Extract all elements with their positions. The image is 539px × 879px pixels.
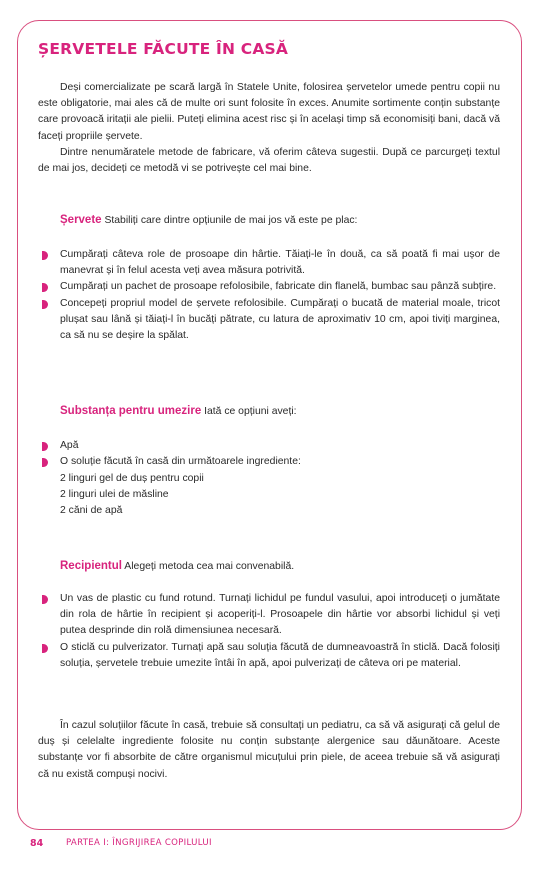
section-recipientul-keyword: Recipientul (60, 560, 122, 572)
list-item (38, 247, 500, 279)
list-item-text: Concepeți propriul model de șervete refolosibile. Cumpărați o bucată de material moale, tricot plușat sau lână și tăiați-l în bucăți pătrate, cu latura de aproximativ 10 cm, apoi tiviți marginea, ca să nu se deșire la spălat. (60, 297, 500, 342)
page-title: ȘERVETELE FĂCUTE ÎN CASĂ (38, 40, 289, 58)
bullet-icon (42, 644, 48, 653)
list-item (38, 438, 500, 454)
list-item (38, 591, 500, 640)
ingredient-item: 2 linguri gel de duș pentru copii (60, 473, 204, 484)
section-substanta-lead: Iată ce opțiuni aveți: (201, 406, 297, 417)
ingredients-list (60, 471, 204, 519)
list-item (38, 279, 500, 295)
list-item (38, 454, 500, 470)
bullet-icon (42, 251, 48, 260)
section-substanta-keyword: Substanța pentru umezire (60, 405, 202, 417)
closing-paragraph: În cazul soluțiilor făcute în casă, trebuie să consultați un pediatru, ca să vă asigurați că gelul de duș și celelalte ingrediente folosite nu conțin substanțe alergenice sau dăunătoare. Aceste substanțe vor fi absorbite de către organismul micuțului prin piele, de aceea trebuie să vă asigurați că nu există compuși nocivi. (38, 720, 500, 780)
section-substanta-heading (60, 403, 297, 420)
bullet-icon (42, 595, 48, 604)
bullet-icon (42, 442, 48, 451)
substanta-list (38, 438, 500, 470)
intro-paragraph-2: Dintre nenumăratele metode de fabricare, vă oferim câteva sugestii. După ce parcurgeți textul de mai jos, decideți ce metodă vi se potrivește cel mai bine. (38, 147, 500, 175)
section-recipientul-lead: Alegeți metoda cea mai convenabilă. (121, 561, 295, 572)
section-servete-keyword: Șervete (60, 214, 102, 226)
intro-paragraph-1: Deși comercializate pe scară largă în Statele Unite, folosirea șervetelor umede pentru copii nu este obligatorie, mai ales că de multe ori sunt folosite în exces. Anumite sortimente conțin substanțe care provoacă iritații ale pielii. Puteți elimina acest risc și în același timp să economisiți bani, dacă vă faceți propriile șervete. (38, 82, 500, 142)
list-item-text: Cumpărați un pachet de prosoape refolosibile, fabricate din flanelă, bumbac sau pânză subțire. (60, 281, 497, 293)
section-servete-heading (60, 212, 357, 229)
list-item (38, 640, 500, 672)
list-item-text: Cumpărați câteva role de prosoape din hârtie. Tăiați-le în două, ca să poată fi mai ușor de manevrat și în felul acesta veți avea măsura potrivită. (60, 249, 500, 277)
list-item-text: O sticlă cu pulverizator. Turnați apă sau soluția făcută de dumneavoastră în sticlă. Dacă folosiți soluția, șervetele trebuie umezite întâi în apă, apoi pulverizați de câteva ori pe material. (60, 641, 500, 669)
section-recipientul-heading (60, 558, 294, 575)
list-item-text: Un vas de plastic cu fund rotund. Turnați lichidul pe fundul vasului, apoi introduceți o jumătate din rola de hârtie în recipient și acoperiți-l. Prosoapele din hârtie vor absorbi lichidul și veți putea desprinde din rolă dimensiunea necesară. (60, 593, 500, 637)
page-number: 84 (30, 838, 44, 849)
recipientul-list (38, 591, 500, 672)
list-item-text: O soluție făcută în casă din următoarele ingrediente: (60, 456, 301, 468)
section-servete-lead: Stabiliți care dintre opțiunile de mai jos vă este pe plac: (101, 215, 358, 226)
list-item-text: Apă (60, 440, 79, 451)
list-item (38, 296, 500, 345)
ingredient-item: 2 căni de apă (60, 505, 123, 516)
bullet-icon (42, 458, 48, 467)
bullet-icon (42, 283, 48, 292)
part-label: PARTEA I: ÎNGRIJIREA COPILULUI (66, 838, 212, 848)
bullet-icon (42, 300, 48, 309)
servete-list (38, 247, 500, 344)
ingredient-item: 2 linguri ulei de măsline (60, 489, 169, 500)
